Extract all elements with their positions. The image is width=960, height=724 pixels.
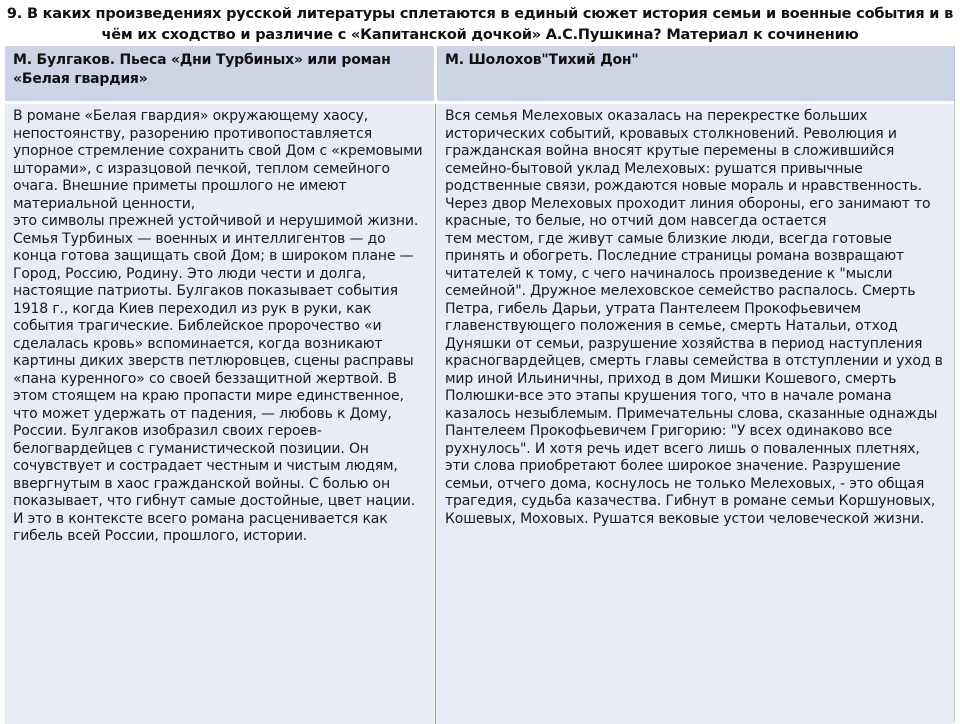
- table-right-edge: [954, 46, 955, 722]
- page-title: 9. В каких произведениях русской литературы сплетаются в единый сюжет история семьи и военные события и в чём их сходство и различие с «Капитанской дочкой» А.С.Пушкина? Материал к сочинению: [6, 6, 954, 43]
- table-header-sholokhov: М. Шолохов"Тихий Дон": [437, 46, 954, 101]
- comparison-table: [3, 46, 954, 722]
- cell-text-bulgakov: В романе «Белая гвардия» окружающему хаосу, непостоянству, разорению противопоставляется упорное стремление сохранить свой Дом с «кремовыми шторами», с изразцовой печкой, теплом семейного очага. Внешние приметы прошлого не имеют материальной ценности, это символы прежней устойчивой и нерушимой жизни. Семья Турбиных — военных и интеллигентов — до конца готова защищать свой Дом; в широком плане — Город, Россию, Родину. Это люди чести и долга, настоящие патриоты. Булгаков показывает события 1918 г., когда Киев переходил из рук в руки, как события трагические. Библейское пророчество «и сделалась кровь» вспоминается, когда возникают картины диких зверств петлюровцев, сцены расправы «пана куренного» со своей беззащитной жертвой. В этом стоящем на краю пропасти мире единственное, что может удержать от падения, — любовь к Дому, России. Булгаков изобразил своих героев-белогвардейцев с гуманистической позиции. Он сочувствует и сострадает честным и чистым людям, ввергнутым в хаос гражданской войны. С болью он показывает, что гибнут самые достойные, цвет нации. И это в контексте всего романа расценивается как гибель всей России, прошлого, истории.: [13, 108, 423, 544]
- column-divider-line: [435, 104, 436, 724]
- cell-text-sholokhov: Вся семья Мелеховых оказалась на перекрестке больших исторических событий, кровавых столкновений. Революция и гражданская война вносят крутые перемены в сложившийся семейно-бытовой уклад Мелеховых: рушатся привычные родственные связи, рождаются новые мораль и нравственность. Через двор Мелеховых проходит линия обороны, его занимают то красные, то белые, но отчий дом навсегда остается тем местом, где живут самые близкие люди, всегда готовые принять и обогреть. Последние страницы романа возвращают читателей к тому, с чего начиналось произведение к "мысли семейной". Дружное мелеховское семейство распалось. Смерть Петра, гибель Дарьи, утрата Пантелеем Прокофьевичем главенствующего положения в семье, смерть Натальи, отход Дуняшки от семьи, разрушение хозяйства в период наступления красногвардейцев, смерть главы семейства в отступлении и уход в мир иной Ильиничны, приход в дом Мишки Кошевого, смерть Полюшки-все это этапы крушения того, что в начале романа казалось незыблемым. Примечательны слова, сказанные однажды Пантелеем Прокофьевичем Григорию: "У всех одинаково все рухнулось". И хотя речь идет всего лишь о поваленных плетнях, эти слова приобретают более широкое значение. Разрушение семьи, отчего дома, коснулось не только Мелеховых, - это общая трагедия, судьба казачества. Гибнут в романе семьи Коршуновых, Кошевых, Моховых. Рушатся вековые устои человеческой жизни.: [445, 108, 943, 527]
- table-header-bulgakov: М. Булгаков. Пьеса «Дни Турбиных» или роман «Белая гвардия»: [5, 46, 434, 101]
- table-cell-bulgakov: [5, 104, 434, 724]
- table-cell-sholokhov: [437, 104, 954, 724]
